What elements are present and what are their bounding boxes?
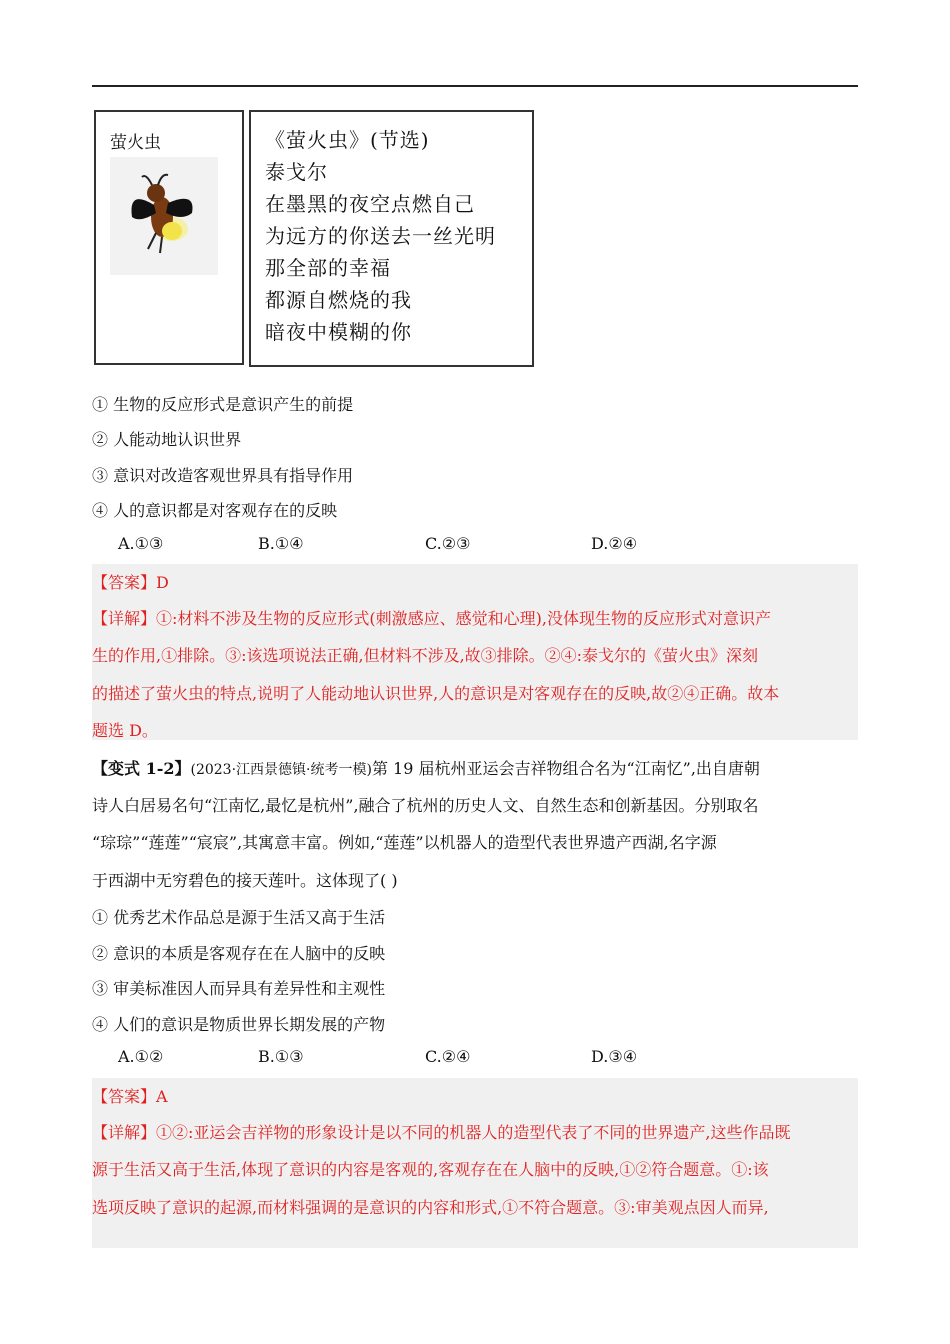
q2-choice-a: A.①② [118,1047,164,1066]
q2-choice-d: D.③④ [591,1047,638,1066]
q1-option-1: ① 生物的反应形式是意识产生的前提 [92,395,354,414]
q2-stem-line: “琮琮”“莲莲”“宸宸”,其寓意丰富。例如,“莲莲”以机器人的造型代表世界遗产西湖,名字源 [92,833,717,852]
q2-stem-line: 第 19 届杭州亚运会吉祥物组合名为“江南忆”,出自唐朝 [371,759,760,778]
q2-option-3: ③ 审美标准因人而异具有差异性和主观性 [92,979,386,998]
q2-tag: 【变式 1-2】 [92,759,191,778]
q2-detail-line: 源于生活又高于生活,体现了意识的内容是客观的,客观存在在人脑中的反映,①②符合题意。①:该 [92,1160,769,1179]
q2-choice-b: B.①③ [258,1047,304,1066]
poem-line: 为远方的你送去一丝光明 [265,224,496,248]
q2-stem-line: 诗人白居易名句“江南忆,最忆是杭州”,融合了杭州的历史人文、自然生态和创新基因。分别取名 [92,796,759,815]
poem-line: 都源自燃烧的我 [265,288,412,312]
poem-box [249,110,534,367]
firefly-image [110,157,218,275]
q1-detail-line: 【详解】①:材料不涉及生物的反应形式(刺激感应、感觉和心理),没体现生物的反应形式对意识产 [92,609,771,628]
poem-line: 在墨黑的夜空点燃自己 [265,192,475,216]
q2-detail-line: 【详解】①②:亚运会吉祥物的形象设计是以不同的机器人的造型代表了不同的世界遗产,这些作品既 [92,1123,791,1142]
q1-detail-line: 生的作用,①排除。③:该选项说法正确,但材料不涉及,故③排除。②④:泰戈尔的《萤火虫》深刻 [92,646,759,665]
q2-stem-line: 于西湖中无穷碧色的接天莲叶。这体现了( ) [92,871,398,890]
q2-option-4: ④ 人们的意识是物质世界长期发展的产物 [92,1015,386,1034]
q1-answer: 【答案】D [92,573,169,592]
firefly-picture-box [94,110,244,365]
q2-detail-line: 选项反映了意识的起源,而材料强调的是意识的内容和形式,①不符合题意。③:审美观点因人而异, [92,1198,769,1217]
q1-option-4: ④ 人的意识都是对客观存在的反映 [92,501,338,520]
q1-detail-line: 题选 D。 [92,721,158,740]
q2-answer: 【答案】A [92,1087,168,1106]
q2-stem-first-line [92,756,760,779]
picture-label: 萤火虫 [110,133,161,153]
q1-choice-a: A.①③ [118,534,164,553]
poem-line: 暗夜中模糊的你 [265,320,412,344]
q2-option-2: ② 意识的本质是客观存在在人脑中的反映 [92,944,386,963]
q1-choice-b: B.①④ [258,534,304,553]
poem-author: 泰戈尔 [265,160,328,184]
header-rule [92,85,858,87]
poem-title: 《萤火虫》(节选) [265,128,430,152]
q1-option-3: ③ 意识对改造客观世界具有指导作用 [92,466,354,485]
q1-choice-d: D.②④ [591,534,638,553]
q2-source: (2023·江西景德镇·统考一模) [190,762,372,778]
q2-choice-c: C.②④ [425,1047,471,1066]
q1-option-2: ② 人能动地认识世界 [92,430,242,449]
q1-detail-line: 的描述了萤火虫的特点,说明了人能动地认识世界,人的意识是对客观存在的反映,故②④正确。故本 [92,684,780,703]
q2-option-1: ① 优秀艺术作品总是源于生活又高于生活 [92,908,386,927]
poem-line: 那全部的幸福 [265,256,391,280]
q1-choice-c: C.②③ [425,534,471,553]
